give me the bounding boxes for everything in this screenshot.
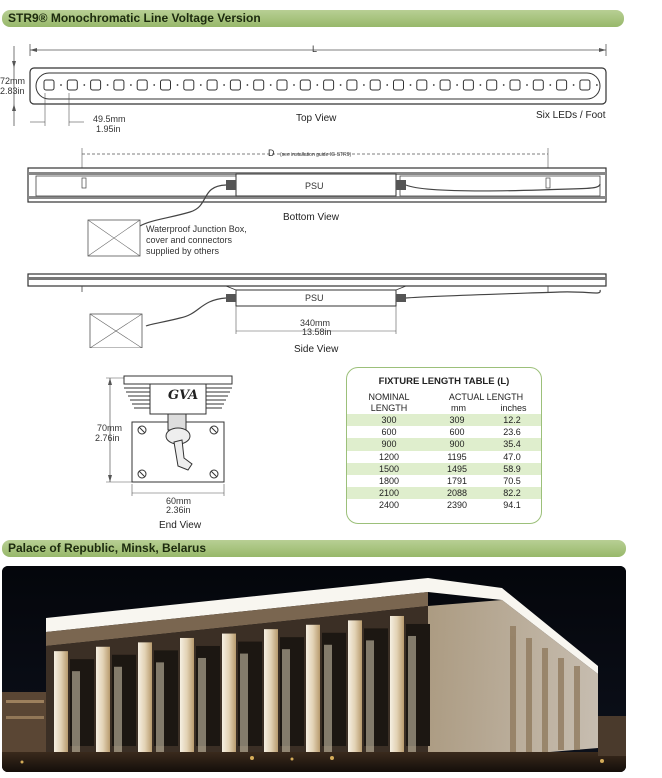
building-panel	[324, 645, 332, 754]
table-row	[347, 414, 541, 426]
table-row	[347, 463, 541, 475]
led-spacer-dot	[503, 84, 505, 86]
led-spacer-dot	[340, 84, 342, 86]
d-label: D	[268, 148, 275, 158]
actual-mm-cell: 1195	[447, 451, 467, 462]
building-column	[348, 620, 362, 754]
building-illustration	[2, 566, 626, 772]
led-icon	[137, 80, 147, 90]
led-icon	[300, 80, 310, 90]
led-icon	[580, 80, 590, 90]
table-row	[347, 438, 541, 450]
building-panel	[198, 658, 206, 754]
actual-inches-cell: 23.6	[503, 427, 521, 438]
actual-mm-cell: 2088	[446, 488, 468, 499]
top-length-label: L	[312, 44, 318, 54]
section-title: STR9® Monochromatic Line Voltage Version	[8, 11, 261, 25]
end-width-mm: 60mm	[166, 496, 192, 506]
led-note: Six LEDs / Foot	[536, 110, 606, 121]
led-icon	[487, 80, 497, 90]
side-dim-mm: 340mm	[300, 318, 331, 328]
actual-inches-cell: 70.5	[503, 475, 521, 486]
led-icon	[324, 80, 334, 90]
junction-note-line-1: Waterproof Junction Box,	[146, 224, 247, 234]
building-panel	[240, 654, 248, 754]
led-spacer-dot	[270, 84, 272, 86]
led-icon	[91, 80, 101, 90]
actual-mm-cell: 2390	[446, 500, 468, 511]
junction-note-line-2: cover and connectors	[146, 235, 233, 245]
led-spacer-dot	[293, 84, 295, 86]
led-icon	[463, 80, 473, 90]
led-icon	[394, 80, 404, 90]
pitch-in: 1.95in	[96, 124, 121, 134]
led-spacer-dot	[363, 84, 365, 86]
building-column	[222, 634, 236, 754]
building-column	[306, 625, 320, 754]
led-icon	[44, 80, 54, 90]
nominal-length-cell: 600	[381, 427, 397, 438]
nominal-length-cell: 300	[381, 415, 397, 425]
bottom-psu-label: PSU	[305, 181, 324, 191]
col-nominal-line-1: NOMINAL	[368, 392, 410, 402]
pitch-mm: 49.5mm	[93, 114, 126, 124]
building-photo	[2, 566, 626, 772]
actual-inches-cell: 35.4	[503, 439, 521, 450]
actual-inches-cell: 47.0	[503, 451, 521, 462]
led-spacer-dot	[107, 84, 109, 86]
led-spacer-dot	[573, 84, 575, 86]
d-note: (see installation guide IG-STR9)	[280, 152, 352, 158]
actual-mm-cell: 600	[449, 427, 465, 438]
building-panel	[366, 640, 374, 754]
led-spacer-dot	[433, 84, 435, 86]
gva-logo: GVA	[168, 388, 199, 403]
nominal-length-cell: 1200	[378, 451, 400, 462]
building-column	[54, 651, 68, 754]
end-height-in: 2.76in	[95, 433, 120, 443]
led-spacer-dot	[200, 84, 202, 86]
led-spacer-dot	[526, 84, 528, 86]
led-icon	[440, 80, 450, 90]
building-panel	[156, 662, 164, 754]
top-view-caption: Top View	[296, 113, 337, 124]
building-panel	[408, 636, 416, 754]
photo-section-banner	[2, 540, 626, 557]
led-spacer-dot	[386, 84, 388, 86]
nominal-length-cell: 2400	[378, 500, 400, 511]
led-spacer-dot	[60, 84, 62, 86]
actual-inches-cell: 94.1	[503, 500, 521, 511]
led-icon	[557, 80, 567, 90]
led-spacer-dot	[316, 84, 318, 86]
col-nominal-line-2: LENGTH	[370, 403, 408, 413]
led-icon	[161, 80, 171, 90]
table-title: FIXTURE LENGTH TABLE (L)	[378, 376, 510, 387]
led-spacer-dot	[153, 84, 155, 86]
side-dim-in: 13.58in	[302, 327, 332, 337]
photo-section-title: Palace of Republic, Minsk, Belarus	[8, 541, 207, 555]
led-icon	[533, 80, 543, 90]
building-panel	[72, 671, 80, 754]
led-spacer-dot	[456, 84, 458, 86]
led-spacer-dot	[177, 84, 179, 86]
actual-mm-cell: 1495	[446, 463, 468, 474]
actual-mm-cell: 1791	[446, 475, 468, 486]
col-actual	[431, 392, 541, 414]
col-unit-in: inches	[500, 403, 527, 413]
led-icon	[417, 80, 427, 90]
led-icon	[254, 80, 264, 90]
col-nominal	[347, 392, 431, 414]
actual-inches-cell: 58.9	[503, 463, 521, 474]
table-row	[347, 426, 541, 438]
col-unit-mm: mm	[451, 403, 466, 413]
led-spacer-dot	[596, 84, 598, 86]
led-spacer-dot	[223, 84, 225, 86]
side-view-caption: Side View	[294, 344, 339, 355]
col-actual-label: ACTUAL LENGTH	[448, 392, 524, 402]
led-icon	[207, 80, 217, 90]
section-header-banner	[2, 10, 624, 27]
table-row	[347, 487, 541, 499]
led-icon	[510, 80, 520, 90]
building-column	[264, 629, 278, 754]
junction-note-line-3: supplied by others	[146, 246, 220, 256]
led-icon	[67, 80, 77, 90]
nominal-length-cell: 1800	[378, 475, 400, 486]
led-icon	[370, 80, 380, 90]
led-spacer-dot	[130, 84, 132, 86]
table-header	[347, 392, 541, 414]
led-spacer-dot	[410, 84, 412, 86]
end-height-mm: 70mm	[97, 423, 123, 433]
led-spacer-dot	[83, 84, 85, 86]
top-height-in: 2.83in	[0, 86, 25, 96]
building-column	[180, 638, 194, 754]
table-row	[347, 451, 541, 463]
actual-inches-cell: 82.2	[503, 488, 521, 499]
nominal-length-cell: 900	[381, 439, 397, 450]
building-panel	[282, 649, 290, 754]
bottom-view-caption: Bottom View	[283, 212, 339, 223]
led-icon	[277, 80, 287, 90]
led-spacer-dot	[247, 84, 249, 86]
led-icon	[347, 80, 357, 90]
table-row	[347, 475, 541, 487]
end-width-in: 2.36in	[166, 505, 191, 515]
led-icon	[114, 80, 124, 90]
actual-inches-cell: 12.2	[503, 415, 521, 425]
actual-mm-cell: 309	[449, 415, 465, 425]
nominal-length-cell: 1500	[378, 463, 400, 474]
top-height-mm: 72mm	[0, 76, 26, 86]
led-spacer-dot	[549, 84, 551, 86]
actual-mm-cell: 900	[449, 439, 465, 450]
building-panel	[114, 667, 122, 754]
fixture-length-table	[346, 367, 542, 524]
led-icon	[230, 80, 240, 90]
end-view-caption: End View	[159, 520, 202, 531]
led-spacer-dot	[480, 84, 482, 86]
building-column	[96, 647, 110, 754]
bottom-view-drawing	[0, 146, 662, 266]
nominal-length-cell: 2100	[378, 488, 400, 499]
side-psu-label: PSU	[305, 293, 324, 303]
building-column	[390, 616, 404, 754]
table-body	[347, 414, 541, 512]
led-icon	[184, 80, 194, 90]
building-column	[138, 642, 152, 754]
table-row	[347, 499, 541, 511]
